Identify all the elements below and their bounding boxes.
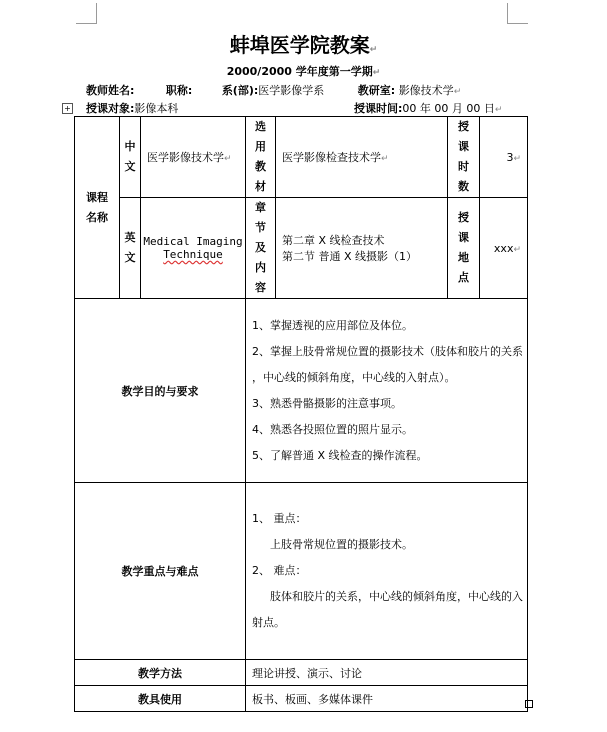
objectives-list xyxy=(246,299,528,483)
list-item: 肢体和胶片的关系，中心线的倾斜角度，中心线的入 xyxy=(270,590,523,603)
hours-value: 3↵ xyxy=(480,117,528,198)
tools-value: 板书、板画、多媒体课件 xyxy=(246,686,528,712)
info-row-2-right: 授课时间:00 年 00 月 00 日↵ xyxy=(354,102,503,115)
list-item: 2、掌握上肢骨常规位置的摄影技术（肢体和胶片的关系 xyxy=(252,344,523,358)
audience-value: 影像本科 xyxy=(134,102,179,115)
method-value: 理论讲授、演示、讨论 xyxy=(246,660,528,686)
info-row-2 xyxy=(86,100,178,116)
dept-label: 系(部): xyxy=(221,84,259,97)
info-row-1: 教师姓名: 职称: 系(部):医学影像学系 教研室: 影像技术学↵ xyxy=(86,84,462,97)
office-label: 教研室: xyxy=(357,84,396,97)
textbook-label-cell: 选用教材 xyxy=(246,117,276,198)
list-item: 上肢骨常规位置的摄影技术。 xyxy=(270,538,413,551)
list-item: 4、熟悉各投照位置的照片显示。 xyxy=(252,422,413,436)
list-item: 3、熟悉骨骼摄影的注意事项。 xyxy=(252,396,402,410)
chapter-value: 第二章 X 线检查技术 第二节 普通 X 线摄影（1） xyxy=(276,198,448,299)
keypoints-label: 教学重点与难点 xyxy=(75,483,246,660)
lesson-plan-table xyxy=(74,116,528,712)
document-title: 蚌埠医学院教案↵ xyxy=(229,33,378,57)
crop-mark-top-left xyxy=(76,3,97,24)
list-item: 1、 重点： xyxy=(252,512,307,525)
course-name-label-cell: 课程名称 xyxy=(75,117,120,299)
tools-label: 教具使用 xyxy=(75,686,246,712)
list-item: 5、了解普通 X 线检查的操作流程。 xyxy=(252,448,428,462)
list-item: 1、掌握透视的应用部位及体位。 xyxy=(252,318,413,332)
dept-value: 医学影像学系 xyxy=(258,84,325,97)
keypoints-list xyxy=(246,483,528,660)
chapter-label-cell: 章节及内容 xyxy=(246,198,276,299)
table-resize-handle[interactable] xyxy=(525,700,533,708)
office-value: 影像技术学 xyxy=(398,84,454,97)
time-value: 00 年 00 月 00 日 xyxy=(402,102,495,115)
place-value: xxx↵ xyxy=(480,198,528,299)
crop-mark-top-right xyxy=(507,3,528,24)
list-item: 射点。 xyxy=(252,616,285,629)
semester-line: 2000/2000 学年度第一学期↵ xyxy=(226,65,381,78)
teacher-label: 教师姓名: xyxy=(86,84,135,97)
list-item: ，中心线的倾斜角度，中心线的入射点）。 xyxy=(252,370,456,384)
audience-label: 授课对象: xyxy=(86,102,135,115)
en-course-name: Medical Imaging Technique xyxy=(141,198,246,299)
hours-label-cell: 授课时数 xyxy=(448,117,480,198)
objectives-label: 教学目的与要求 xyxy=(75,299,246,483)
textbook-value: 医学影像检查技术学↵ xyxy=(276,117,448,198)
en-label-cell: 英文 xyxy=(120,198,141,299)
cn-course-name: 医学影像技术学↵ xyxy=(141,117,246,198)
cn-label-cell: 中文 xyxy=(120,117,141,198)
table-move-handle[interactable]: + xyxy=(62,103,73,114)
time-label: 授课时间: xyxy=(354,102,403,115)
title-label: 职称: xyxy=(165,84,193,97)
list-item: 2、 难点： xyxy=(252,564,307,577)
method-label: 教学方法 xyxy=(75,660,246,686)
place-label-cell: 授课地点 xyxy=(448,198,480,299)
